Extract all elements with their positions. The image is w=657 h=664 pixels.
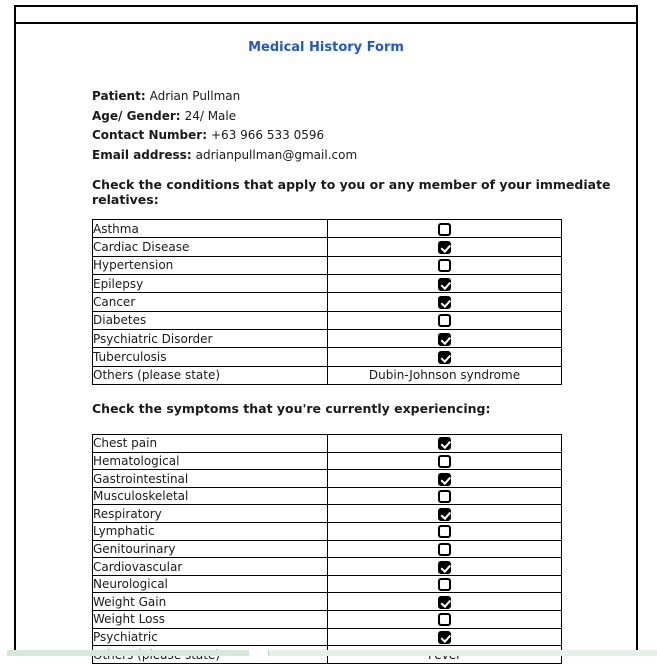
table-row bbox=[93, 558, 562, 576]
patient-name-line bbox=[92, 87, 616, 107]
checkbox[interactable] bbox=[438, 473, 451, 486]
symptom-label: Genitourinary bbox=[93, 540, 328, 558]
email-label: Email address: bbox=[92, 147, 192, 162]
patient-name-value: Adrian Pullman bbox=[149, 89, 241, 103]
table-row bbox=[93, 628, 562, 646]
table-row bbox=[93, 505, 562, 523]
contact-number-label: Contact Number: bbox=[92, 128, 207, 142]
contact-number-value: +63 966 533 0596 bbox=[211, 128, 325, 142]
background-window-strip-right bbox=[268, 650, 657, 656]
condition-label: Asthma bbox=[93, 220, 328, 238]
patient-info bbox=[92, 87, 616, 165]
checkbox[interactable] bbox=[438, 223, 451, 236]
table-row bbox=[93, 256, 562, 274]
table-row bbox=[93, 575, 562, 593]
checkbox[interactable] bbox=[438, 578, 451, 591]
symptom-label: Weight Loss bbox=[93, 611, 328, 629]
checkbox[interactable] bbox=[438, 351, 451, 364]
conditions-table bbox=[92, 219, 562, 385]
condition-label: Tuberculosis bbox=[93, 348, 328, 366]
table-row bbox=[93, 238, 562, 256]
table-row bbox=[93, 293, 562, 311]
checkbox[interactable] bbox=[438, 508, 451, 521]
patient-name-label: Patient: bbox=[92, 89, 146, 103]
checkbox[interactable] bbox=[438, 543, 451, 556]
page-title: Medical History Form bbox=[248, 40, 404, 55]
frame-header-row bbox=[16, 7, 636, 24]
symptom-label: Chest pain bbox=[93, 435, 328, 453]
symptom-label: Musculoskeletal bbox=[93, 487, 328, 505]
condition-label: Epilepsy bbox=[93, 274, 328, 292]
table-row bbox=[93, 470, 562, 488]
symptom-label: Cardiovascular bbox=[93, 558, 328, 576]
symptoms-heading: Check the symptoms that you're currently experiencing: bbox=[92, 401, 491, 416]
checkbox[interactable] bbox=[438, 278, 451, 291]
conditions-others-value[interactable]: Dubin-Johnson syndrome bbox=[328, 366, 562, 384]
symptom-label: Psychiatric bbox=[93, 628, 328, 646]
checkbox[interactable] bbox=[438, 333, 451, 346]
checkbox[interactable] bbox=[438, 596, 451, 609]
conditions-heading: Check the conditions that apply to you or any member of your immediate relatives: bbox=[92, 177, 611, 207]
table-row bbox=[93, 366, 562, 384]
table-row bbox=[93, 523, 562, 541]
form-page bbox=[14, 5, 638, 650]
checkbox[interactable] bbox=[438, 525, 451, 538]
table-row bbox=[93, 540, 562, 558]
condition-label: Others (please state) bbox=[93, 366, 328, 384]
form-content bbox=[16, 87, 636, 664]
checkbox[interactable] bbox=[438, 241, 451, 254]
symptoms-table bbox=[92, 434, 562, 664]
symptom-label: Neurological bbox=[93, 575, 328, 593]
checkbox[interactable] bbox=[438, 490, 451, 503]
checkbox[interactable] bbox=[438, 561, 451, 574]
checkbox[interactable] bbox=[438, 296, 451, 309]
age-gender-value: 24/ Male bbox=[184, 108, 237, 123]
background-window-strip-left bbox=[7, 650, 249, 656]
table-row bbox=[93, 329, 562, 347]
table-row bbox=[93, 452, 562, 470]
checkbox[interactable] bbox=[438, 314, 451, 327]
condition-label: Cancer bbox=[93, 293, 328, 311]
symptom-label: Hematological bbox=[93, 452, 328, 470]
condition-label: Psychiatric Disorder bbox=[93, 329, 328, 347]
email-line bbox=[92, 146, 616, 166]
table-row bbox=[93, 593, 562, 611]
condition-label: Hypertension bbox=[93, 256, 328, 274]
table-row bbox=[93, 435, 562, 453]
checkbox[interactable] bbox=[438, 631, 451, 644]
table-row bbox=[93, 274, 562, 292]
checkbox[interactable] bbox=[438, 437, 451, 450]
symptom-label: Lymphatic bbox=[93, 523, 328, 541]
checkbox[interactable] bbox=[438, 259, 451, 272]
symptom-label: Gastrointestinal bbox=[93, 470, 328, 488]
table-row bbox=[93, 487, 562, 505]
email-value: adrianpullman@gmail.com bbox=[195, 147, 358, 162]
symptom-label: Respiratory bbox=[93, 505, 328, 523]
checkbox[interactable] bbox=[438, 613, 451, 626]
table-row bbox=[93, 311, 562, 329]
age-gender-line bbox=[92, 107, 616, 127]
condition-label: Diabetes bbox=[93, 311, 328, 329]
symptom-label: Weight Gain bbox=[93, 593, 328, 611]
checkbox[interactable] bbox=[438, 455, 451, 468]
age-gender-label: Age/ Gender: bbox=[92, 108, 181, 123]
table-row bbox=[93, 220, 562, 238]
condition-label: Cardiac Disease bbox=[93, 238, 328, 256]
table-row bbox=[93, 611, 562, 629]
table-row bbox=[93, 348, 562, 366]
contact-number-line bbox=[92, 126, 616, 146]
